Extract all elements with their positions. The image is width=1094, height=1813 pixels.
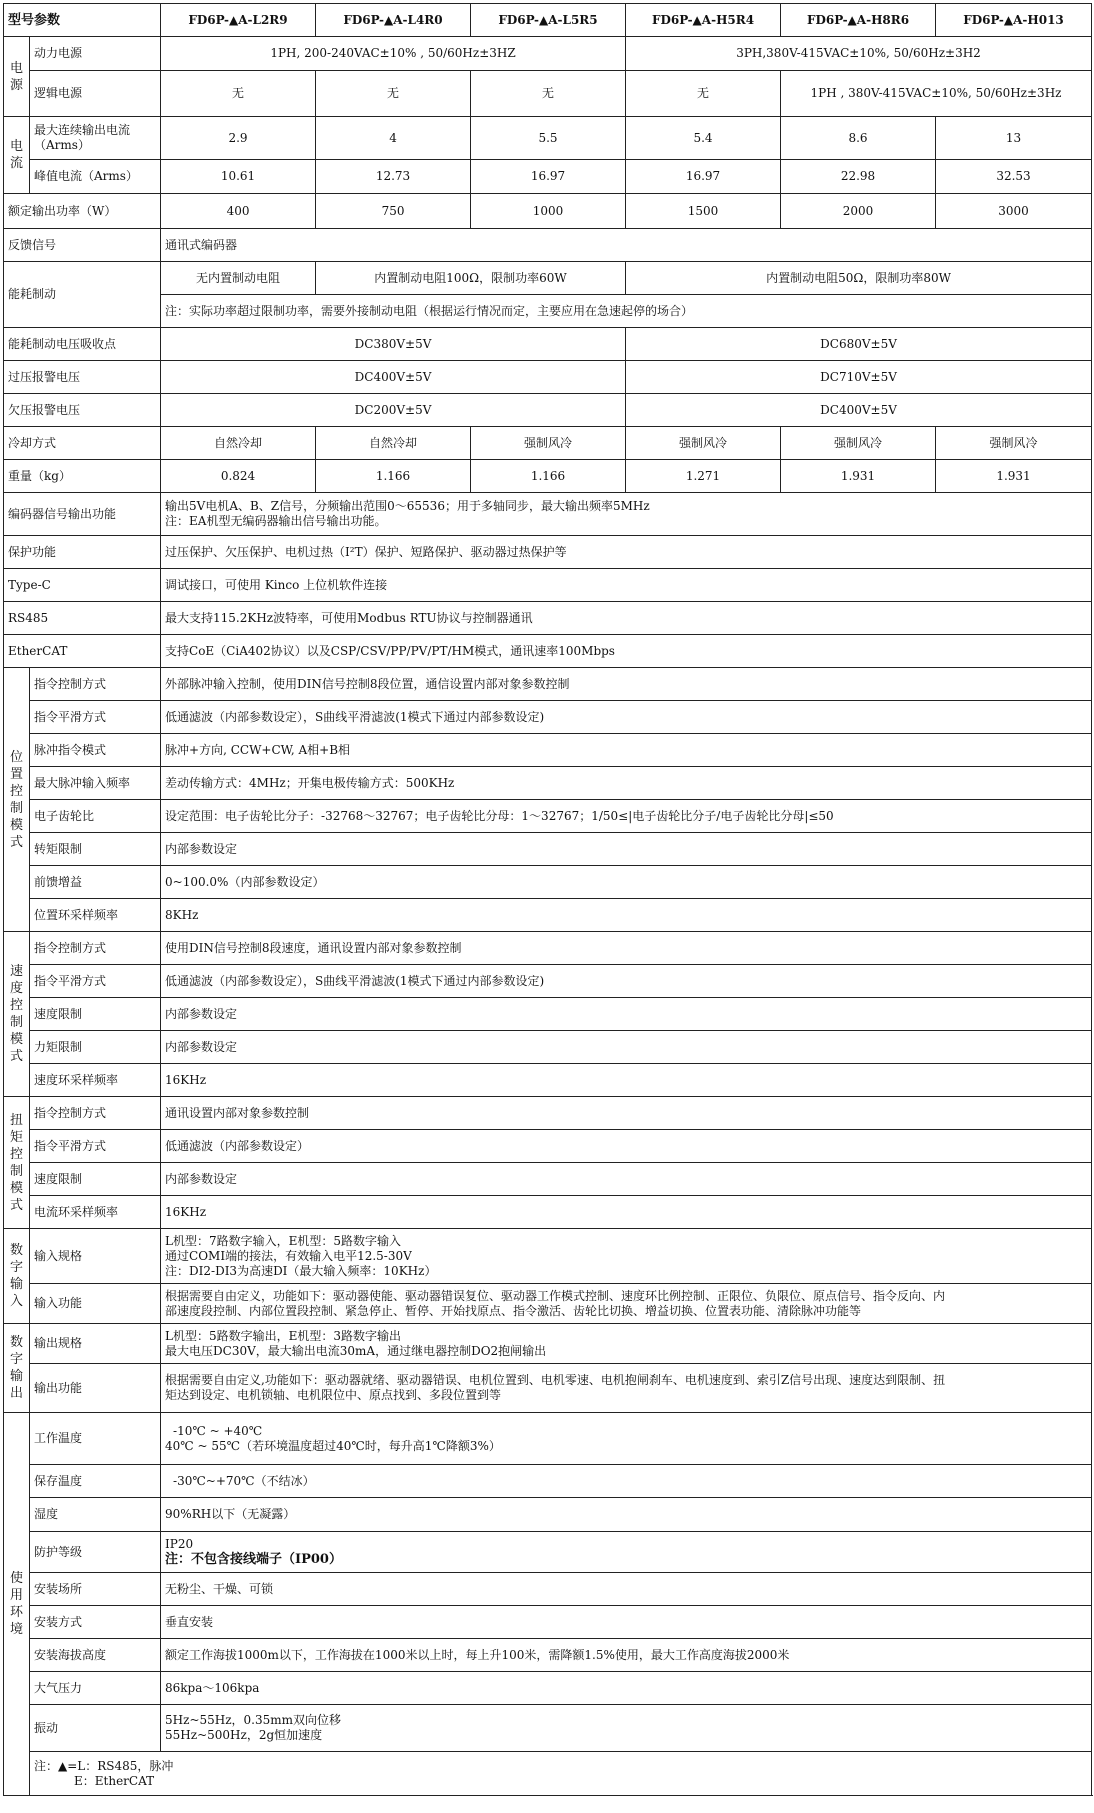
row-label: 输出功能 [30,1364,161,1413]
env-vibration-row [4,1705,1092,1752]
cell-value: 1000 [471,194,626,229]
position-row [4,701,1092,734]
row-label: 安装海拔高度 [30,1639,161,1672]
power-main-row [4,37,1092,71]
cell-value: 13 [936,117,1092,160]
power-logic-row [4,71,1092,117]
cell-value: DC200V±5V [161,394,626,427]
row-label: 速度限制 [30,998,161,1031]
row-label: Type-C [4,569,161,602]
text-line: 55Hz~500Hz，2g恒加速度 [165,1728,323,1742]
cell-value: 12.73 [316,160,471,194]
row-label: 过压报警电压 [4,361,161,394]
row-label: 位置环采样频率 [30,899,161,932]
cell-value: 5.5 [471,117,626,160]
row-label: 工作温度 [30,1413,161,1465]
cell-value: 1.166 [471,460,626,493]
row-label: 指令平滑方式 [30,701,161,734]
text-line: IP20 [165,1537,194,1551]
group-label-digital-output: 数 字 输 出 [4,1324,30,1413]
row-label: 电子齿轮比 [30,800,161,833]
ethercat-row [4,635,1092,668]
speed-row [4,998,1092,1031]
model-name: FD6P-▲A-H013 [936,4,1092,37]
cell-value [161,1229,1092,1284]
cell-value: 无 [316,71,471,117]
row-label: 力矩限制 [30,1031,161,1064]
row-label: 最大连续输出电流（Arms） [30,117,161,160]
env-pressure-row [4,1672,1092,1705]
under-voltage-row [4,394,1092,427]
row-label: 振动 [30,1705,161,1752]
cell-value: 3PH,380V-415VAC±10%, 50/60Hz±3H2 [626,37,1092,71]
cell-value: 3000 [936,194,1092,229]
cell-value: 通讯设置内部对象参数控制 [161,1097,1092,1130]
cell-value: 0~100.0%（内部参数设定） [161,866,1092,899]
cell-value: 无 [626,71,781,117]
cell-value: 内置制动电阻50Ω，限制功率80W [626,262,1092,295]
text-line: 根据需要自由定义，功能如下：驱动器使能、驱动器错误复位、驱动器工作模式控制、速度环比例控制、正限位、负限位、原点信号、指令反向、内 [165,1288,946,1303]
cell-value: 16.97 [471,160,626,194]
row-label: 欠压报警电压 [4,394,161,427]
row-label: 反馈信号 [4,229,161,262]
env-work-temp-row [4,1413,1092,1465]
cell-value: 无粉尘、干燥、可锁 [161,1573,1092,1606]
feedback-row [4,229,1092,262]
cell-value: 90%RH以下（无凝露） [161,1498,1092,1532]
row-label: 脉冲指令模式 [30,734,161,767]
ip-note: 注：不包含接线端子（IP00） [165,1552,342,1567]
env-ip-row [4,1532,1092,1573]
cell-value: DC380V±5V [161,328,626,361]
torque-row [4,1196,1092,1229]
rated-power-row [4,194,1092,229]
cell-value: 无 [161,71,316,117]
cell-value: 1.931 [936,460,1092,493]
header-row [4,4,1092,37]
row-label: 额定输出功率（W） [4,194,161,229]
spec-table [3,3,1092,1796]
group-label-torque: 扭 矩 控 制 模 式 [4,1097,30,1229]
row-label: 速度限制 [30,1163,161,1196]
text-line: L机型：5路数字输出，E机型：3路数字输出 [165,1328,402,1343]
row-label: 指令控制方式 [30,932,161,965]
row-label: 指令平滑方式 [30,1130,161,1163]
cell-value: DC400V±5V [161,361,626,394]
position-row [4,866,1092,899]
cell-value: 16.97 [626,160,781,194]
encoder-output-note: 注：EA机型无编码器输出信号输出功能。 [165,514,387,528]
cell-value: 通讯式编码器 [161,229,1092,262]
group-label-power: 电 源 [4,37,30,117]
torque-row [4,1097,1092,1130]
cell-value: 内部参数设定 [161,833,1092,866]
cell-value: DC400V±5V [626,394,1092,427]
position-row [4,767,1092,800]
env-mount-row [4,1606,1092,1639]
row-label: 最大脉冲输入频率 [30,767,161,800]
text-line: 最大电压DC30V，最大输出电流30mA，通过继电器控制DO2抱闸输出 [165,1343,547,1358]
cell-value: 外部脉冲输入控制，使用DIN信号控制8段位置，通信设置内部对象参数控制 [161,668,1092,701]
cell-value: 强制风冷 [781,427,936,460]
footnote [30,1752,1092,1796]
cell-value: 强制风冷 [471,427,626,460]
cell-value: -30℃~+70℃（不结冰） [161,1465,1092,1498]
current-cont-row [4,117,1092,160]
cell-value: 设定范围：电子齿轮比分子：-32768～32767；电子齿轮比分母：1～32767；1/50≤|电子齿轮比分子/电子齿轮比分母|≤50 [161,800,1092,833]
row-label: 指令控制方式 [30,1097,161,1130]
cell-value: 2000 [781,194,936,229]
text-line: 矩达到设定、电机锁轴、电机限位中、原点找到、多段位置到等 [165,1388,502,1402]
row-label: 电流环采样频率 [30,1196,161,1229]
encoder-output-row [4,493,1092,536]
env-humidity-row [4,1498,1092,1532]
current-peak-row [4,160,1092,194]
position-row [4,833,1092,866]
env-site-row [4,1573,1092,1606]
cell-value: 8.6 [781,117,936,160]
text-line: 40℃ ~ 55℃（若环境温度超过40℃时，每升高1℃降额3%） [165,1438,501,1453]
spec-table-container [3,3,1091,1796]
cell-value: DC710V±5V [626,361,1092,394]
row-label: 指令平滑方式 [30,965,161,998]
speed-row [4,1031,1092,1064]
cell-value [161,1364,1092,1413]
digital-output-func-row [4,1364,1092,1413]
cell-value: 0.824 [161,460,316,493]
rs485-row [4,602,1092,635]
over-voltage-row [4,361,1092,394]
braking-note-row [4,295,1092,328]
digital-output-spec-row [4,1324,1092,1364]
cell-value: 支持CoE（CiA402协议）以及CSP/CSV/PP/PV/PT/HM模式，通讯速率100Mbps [161,635,1092,668]
cell-value: 86kpa～106kpa [161,1672,1092,1705]
cell-value: 1.931 [781,460,936,493]
row-label: 防护等级 [30,1532,161,1573]
row-label: 输出规格 [30,1324,161,1364]
cell-value: 最大支持115.2KHz波特率，可使用Modbus RTU协议与控制器通讯 [161,602,1092,635]
row-label: 安装方式 [30,1606,161,1639]
text-line: 根据需要自由定义,功能如下：驱动器就绪、驱动器错误、电机位置到、电机零速、电机抱闸刹车、电机速度到、索引Z信号出现、速度达到限制、扭 [165,1373,946,1387]
cell-value: 1.271 [626,460,781,493]
cell-value: 32.53 [936,160,1092,194]
model-name: FD6P-▲A-L4R0 [316,4,471,37]
cell-value: 5.4 [626,117,781,160]
row-label: 冷却方式 [4,427,161,460]
row-label: 保护功能 [4,536,161,569]
text-line: 部速度段控制、内部位置段控制、紧急停止、暂停、开始找原点、指令激活、齿轮比切换、增益切换、位置表功能、清除脉冲功能等 [165,1303,862,1318]
protection-row [4,536,1092,569]
cell-value: 内部参数设定 [161,1163,1092,1196]
cell-value: 内部参数设定 [161,1031,1092,1064]
cell-value: 低通滤波（内部参数设定），S曲线平滑滤波(1模式下通过内部参数设定) [161,965,1092,998]
row-label: 能耗制动电压吸收点 [4,328,161,361]
model-name: FD6P-▲A-L5R5 [471,4,626,37]
cell-value: 脉冲+方向, CCW+CW, A相+B相 [161,734,1092,767]
cell-value [161,1705,1092,1752]
text-line: 5Hz~55Hz，0.35mm双向位移 [165,1713,342,1727]
footnote-row [4,1752,1092,1796]
braking-row [4,262,1092,295]
model-param-title: 型号参数 [4,4,161,37]
cell-value: 8KHz [161,899,1092,932]
position-row [4,899,1092,932]
row-label: 安装场所 [30,1573,161,1606]
cell-value: 额定工作海拔1000m以下，工作海拔在1000米以上时，每上升100米，需降额1.5%使用，最大工作高度海拔2000米 [161,1639,1092,1672]
row-label: 输入规格 [30,1229,161,1284]
cell-value: 10.61 [161,160,316,194]
group-label-digital-input: 数 字 输 入 [4,1229,30,1324]
cell-value: 1PH, 200-240VAC±10% , 50/60Hz±3HZ [161,37,626,71]
cell-value: 使用DIN信号控制8段速度，通讯设置内部对象参数控制 [161,932,1092,965]
cell-value: 过压保护、欠压保护、电机过热（I²T）保护、短路保护、驱动器过热保护等 [161,536,1092,569]
group-label-current: 电 流 [4,117,30,194]
cell-value: 1PH , 380V-415VAC±10%, 50/60Hz±3Hz [781,71,1092,117]
cell-value [161,1413,1092,1465]
braking-note: 注：实际功率超过限制功率，需要外接制动电阻（根据运行情况而定，主要应用在急速起停的场合） [161,295,1092,328]
speed-row [4,932,1092,965]
cell-value: 内置制动电阻100Ω，限制功率60W [316,262,626,295]
row-label: 转矩限制 [30,833,161,866]
cell-value: 1500 [626,194,781,229]
row-label: 保存温度 [30,1465,161,1498]
cell-value: 4 [316,117,471,160]
text-line: 注：DI2-DI3为高速DI（最大输入频率：10KHz） [165,1263,437,1278]
cell-value [161,1324,1092,1364]
cell-value: 调试接口，可使用 Kinco 上位机软件连接 [161,569,1092,602]
footnote-line: 注：▲=L：RS485，脉冲 [34,1758,174,1773]
row-label: 逻辑电源 [30,71,161,117]
env-store-temp-row [4,1465,1092,1498]
env-altitude-row [4,1639,1092,1672]
cell-value: 低通滤波（内部参数设定） [161,1130,1092,1163]
text-line: -10℃ ~ +40℃ [173,1423,263,1438]
group-label-environment: 使 用 环 境 [4,1413,30,1796]
position-row [4,668,1092,701]
row-label: 峰值电流（Arms） [30,160,161,194]
encoder-output-line: 输出5V电机A、B、Z信号，分频输出范围0～65536；用于多轴同步，最大输出频率5MHz [165,499,650,513]
text-line: L机型：7路数字输入，E机型：5路数字输入 [165,1233,402,1248]
row-label: 动力电源 [30,37,161,71]
model-name: FD6P-▲A-H5R4 [626,4,781,37]
position-row [4,734,1092,767]
cell-value: 16KHz [161,1196,1092,1229]
cell-value: 750 [316,194,471,229]
row-label: 湿度 [30,1498,161,1532]
digital-input-spec-row [4,1229,1092,1284]
cell-value: 1.166 [316,460,471,493]
cell-value: 400 [161,194,316,229]
row-label: RS485 [4,602,161,635]
cell-value: 无内置制动电阻 [161,262,316,295]
footnote-line: E：EtherCAT [74,1773,155,1788]
cell-value: 内部参数设定 [161,998,1092,1031]
row-label: 指令控制方式 [30,668,161,701]
speed-row [4,1064,1092,1097]
cell-value [161,493,1092,536]
cell-value: 2.9 [161,117,316,160]
group-label-speed: 速 度 控 制 模 式 [4,932,30,1097]
cell-value: 强制风冷 [626,427,781,460]
digital-input-func-row [4,1284,1092,1324]
torque-row [4,1163,1092,1196]
row-label: 编码器信号输出功能 [4,493,161,536]
cell-value: 强制风冷 [936,427,1092,460]
cell-value: 22.98 [781,160,936,194]
cell-value [161,1284,1092,1324]
row-label: 能耗制动 [4,262,161,328]
cooling-row [4,427,1092,460]
cell-value: 垂直安装 [161,1606,1092,1639]
group-label-position: 位 置 控 制 模 式 [4,668,30,932]
model-name: FD6P-▲A-L2R9 [161,4,316,37]
row-label: 大气压力 [30,1672,161,1705]
row-label: 输入功能 [30,1284,161,1324]
brake-absorb-row [4,328,1092,361]
row-label: 前馈增益 [30,866,161,899]
position-row [4,800,1092,833]
cell-value: 自然冷却 [316,427,471,460]
cell-value: DC680V±5V [626,328,1092,361]
row-label: 速度环采样频率 [30,1064,161,1097]
typec-row [4,569,1092,602]
cell-value: 16KHz [161,1064,1092,1097]
cell-value: 低通滤波（内部参数设定），S曲线平滑滤波(1模式下通过内部参数设定) [161,701,1092,734]
row-label: 重量（kg） [4,460,161,493]
cell-value: 无 [471,71,626,117]
cell-value: 自然冷却 [161,427,316,460]
cell-value: 差动传输方式：4MHz；开集电极传输方式：500KHz [161,767,1092,800]
row-label: EtherCAT [4,635,161,668]
speed-row [4,965,1092,998]
text-line: 通过COMI端的接法，有效输入电平12.5-30V [165,1248,412,1263]
weight-row [4,460,1092,493]
cell-value [161,1532,1092,1573]
torque-row [4,1130,1092,1163]
model-name: FD6P-▲A-H8R6 [781,4,936,37]
